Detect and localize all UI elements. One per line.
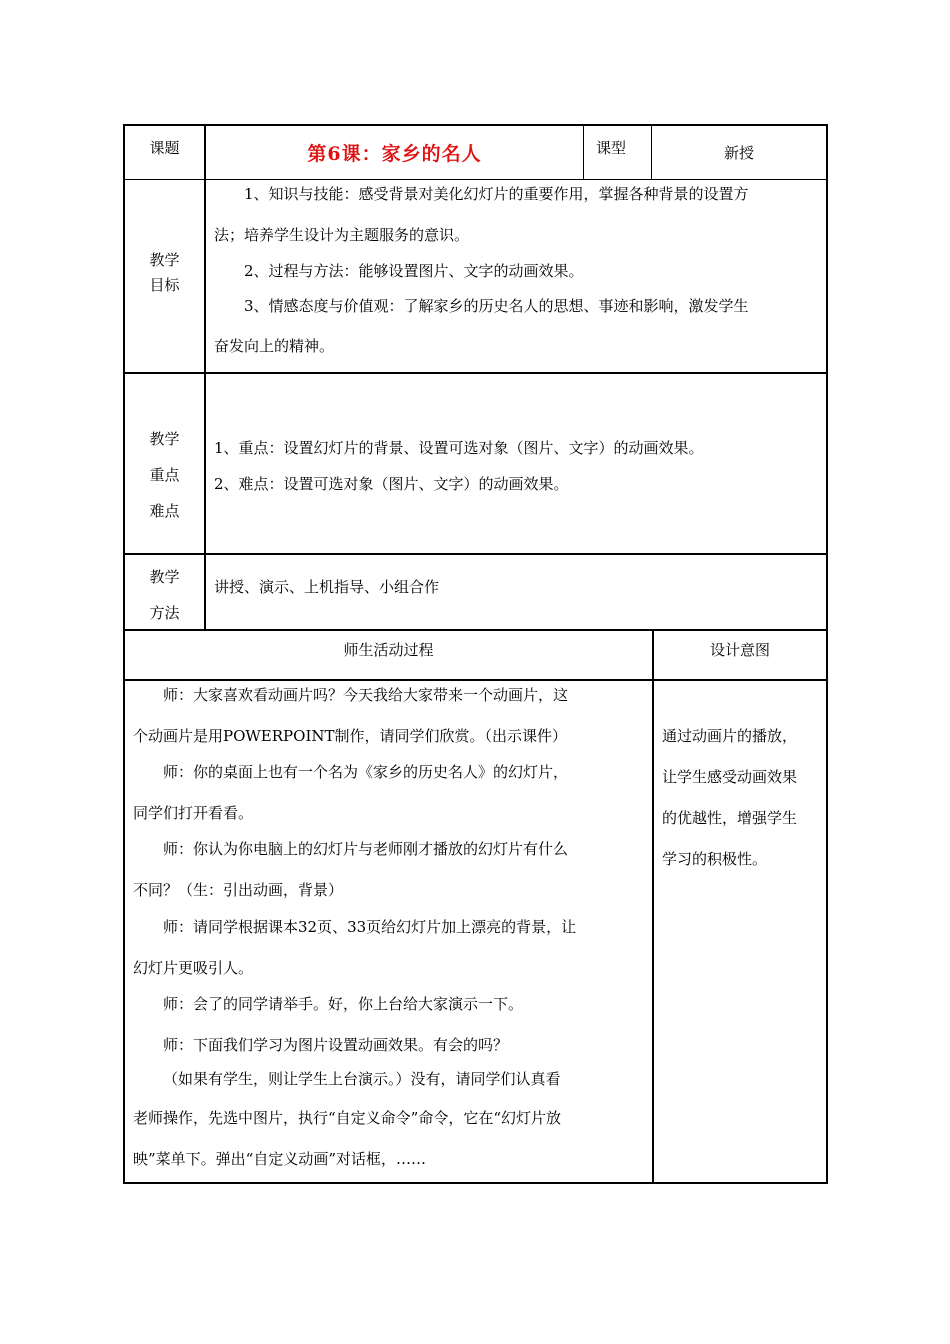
methods-label-line2: 方法 [149,604,180,622]
process-line: 映”菜单下。弹出“自定义动画”对话框，…… [133,1150,427,1168]
keypoints-label-line1: 教学 [149,430,180,448]
row-divider [123,629,828,631]
row-divider [123,679,828,681]
process-content [133,685,645,1189]
col-divider [204,124,206,630]
objectives-label [125,248,204,298]
process-line: 同学们打开看看。 [133,804,254,822]
keypoints-content [214,430,822,502]
process-line: 老师操作，先选中图片，执行“自定义命令”命令，它在“幻灯片放 [133,1109,562,1127]
process-line: 师：请同学根据课本32页、33页给幻灯片加上漂亮的背景，让 [163,918,577,936]
objective-3: 3、情感态度与价值观：了解家乡的历史名人的思想、事迹和影响，激发学生 [244,297,749,315]
objective-3-cont: 奋发向上的精神。 [214,337,335,355]
table-border-right [826,124,828,1184]
process-line: 不同？（生：引出动画，背景） [133,881,344,899]
row-divider [123,372,828,374]
intent-line: 的优越性，增强学生 [662,809,798,827]
type-label: 课型 [596,139,627,157]
keypoints-label-line2: 重点 [149,466,180,484]
objectives-label-line1: 教学 [149,251,180,269]
keypoint-important: 1、重点：设置幻灯片的背景、设置可选对象（图片、文字）的动画效果。 [214,439,704,457]
intent-line: 学习的积极性。 [662,850,768,868]
intent-content [662,726,824,890]
objectives-label-line2: 目标 [149,276,180,294]
topic-label: 课题 [149,139,180,157]
objective-1-cont: 法；培养学生设计为主题服务的意识。 [214,226,470,244]
objectives-content [214,184,822,356]
col-divider [652,629,654,1184]
intent-column-header: 设计意图 [709,641,770,659]
keypoint-difficult: 2、难点：设置可选对象（图片、文字）的动画效果。 [214,475,569,493]
row-divider [123,553,828,555]
type-value: 新授 [723,144,754,162]
keypoints-label-line3: 难点 [149,502,180,520]
keypoints-label [125,421,204,529]
process-line: 师：你的桌面上也有一个名为《家乡的历史名人》的幻灯片， [163,763,569,781]
process-line: （如果有学生，则让学生上台演示。）没有，请同学们认真看 [163,1070,561,1088]
methods-label [125,559,204,631]
intent-line: 通过动画片的播放， [662,727,798,745]
intent-line: 让学生感受动画效果 [662,768,798,786]
process-line: 师：大家喜欢看动画片吗？今天我给大家带来一个动画片，这 [163,686,569,704]
row-divider [123,179,828,180]
methods-label-line1: 教学 [149,568,180,586]
process-line: 个动画片是用POWERPOINT制作，请同学们欣赏。（出示课件） [133,727,567,745]
process-line: 师：你认为你电脑上的幻灯片与老师刚才播放的幻灯片有什么 [163,840,569,858]
table-border-top [123,124,828,126]
process-line: 幻灯片更吸引人。 [133,959,254,977]
col-divider [583,124,584,180]
process-column-header: 师生活动过程 [343,641,434,659]
process-line: 师：会了的同学请举手。好，你上台给大家演示一下。 [163,995,524,1013]
process-line: 师：下面我们学习为图片设置动画效果。有会的吗？ [163,1036,509,1054]
methods-content: 讲授、演示、上机指导、小组合作 [214,578,440,596]
lesson-title: 第6课：家乡的名人 [307,143,482,165]
objective-2: 2、过程与方法：能够设置图片、文字的动画效果。 [244,262,584,280]
objective-1: 1、知识与技能：感受背景对美化幻灯片的重要作用，掌握各种背景的设置方 [244,185,749,203]
